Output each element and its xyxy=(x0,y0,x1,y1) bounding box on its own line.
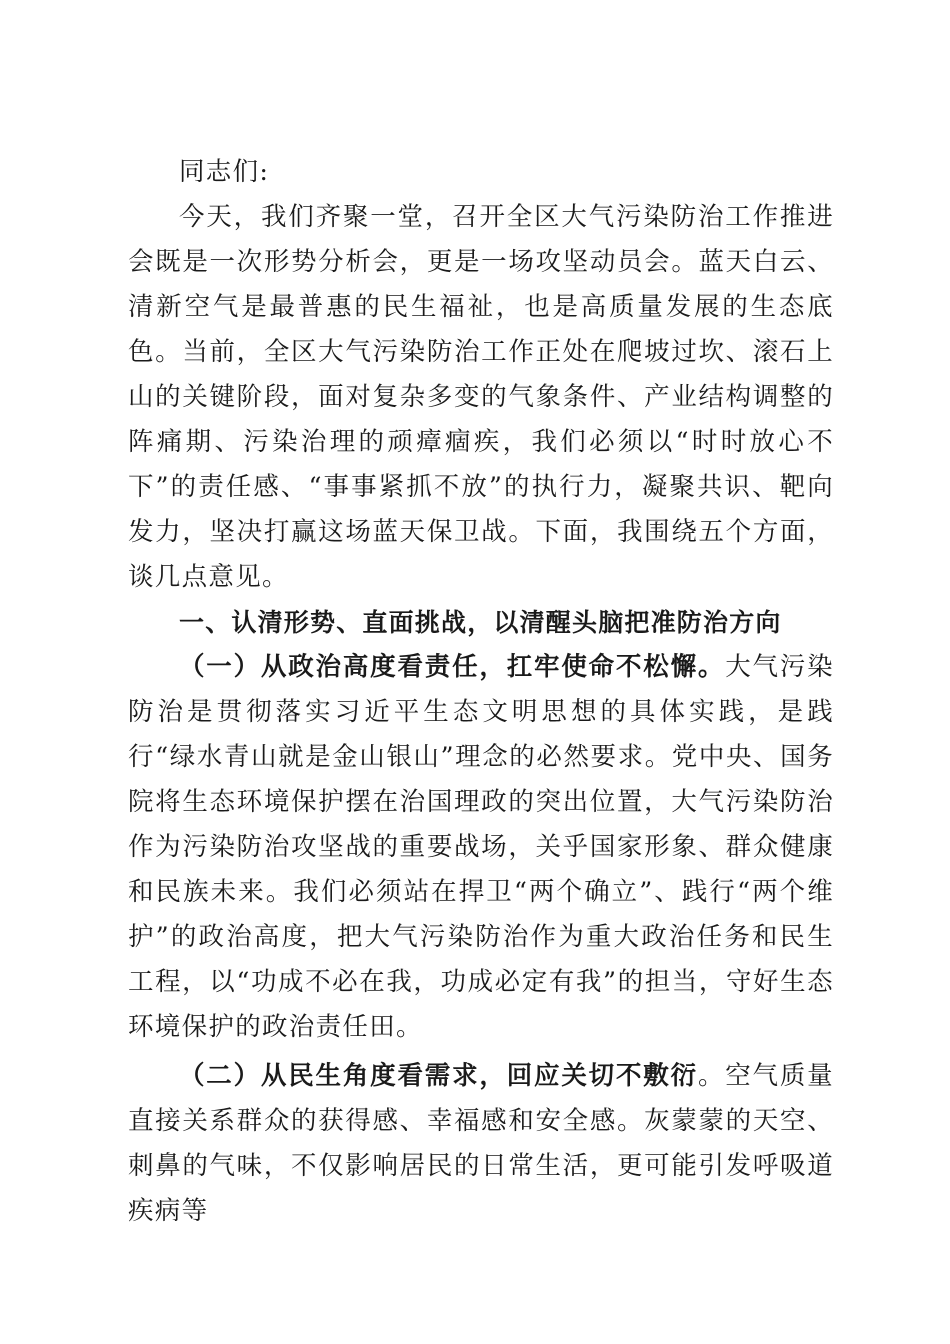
document-body xyxy=(128,150,834,1234)
subsection-body-2: 。空气质量直接关系群众的获得感、幸福感和安全感。灰蒙蒙的天空、刺鼻的气味，不仅影响居民的日常生活，更可能引发呼吸道疾病等 xyxy=(128,1061,834,1226)
subsection-lead-1: （一）从政治高度看责任，扛牢使命不松懈。 xyxy=(179,652,726,682)
subsection-lead-2: （二）从民生角度看需求，回应关切不敷衍 xyxy=(179,1061,698,1091)
section-heading-1: 一、认清形势、直面挑战，以清醒头脑把准防治方向 xyxy=(179,608,782,637)
intro-paragraph: 今天，我们齐聚一堂，召开全区大气污染防治工作推进会既是一次形势分析会，更是一场攻坚动员会。蓝天白云、清新空气是最普惠的民生福祉，也是高质量发展的生态底色。当前，全区大气污染防治工作正处在爬坡过坎、滚石上山的关键阶段，面对复杂多变的气象条件、产业结构调整的阵痛期、污染治理的顽瘴痼疾，我们必须以“时时放心不下”的责任感、“事事紧抓不放”的执行力，凝聚共识、靶向发力，坚决打赢这场蓝天保卫战。下面，我围绕五个方面，谈几点意见。 xyxy=(128,202,834,592)
greeting: 同志们: xyxy=(179,157,270,187)
subsection-paragraph-2 xyxy=(128,1054,834,1234)
subsection-paragraph-1 xyxy=(128,645,834,1050)
subsection-body-1: 大气污染防治是贯彻落实习近平生态文明思想的具体实践，是践行“绿水青山就是金山银山”理念的必然要求。党中央、国务院将生态环境保护摆在治国理政的突出位置，大气污染防治作为污染防治攻坚战的重要战场，关乎国家形象、群众健康和民族未来。我们必须站在捍卫“两个确立”、践行“两个维护”的政治高度，把大气污染防治作为重大政治任务和民生工程，以“功成不必在我，功成必定有我”的担当，守好生态环境保护的政治责任田。 xyxy=(128,652,834,1042)
